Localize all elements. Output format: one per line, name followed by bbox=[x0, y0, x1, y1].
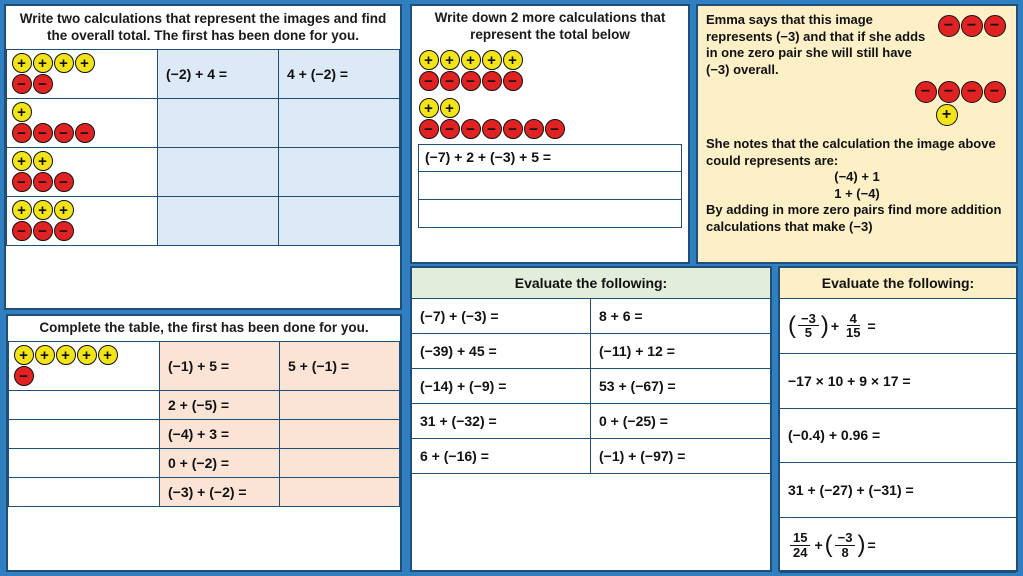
positive-counter-icon: + bbox=[33, 151, 53, 171]
counter-group bbox=[11, 200, 153, 242]
positive-counter-icon: + bbox=[936, 104, 958, 126]
negative-counter-icon: − bbox=[54, 172, 74, 192]
counter-image-cell bbox=[9, 341, 160, 390]
calculation-input-box[interactable] bbox=[418, 200, 682, 228]
counter-row bbox=[11, 53, 153, 74]
negative-counter-icon: − bbox=[14, 366, 34, 386]
math-text: = bbox=[867, 317, 876, 334]
table-row bbox=[9, 448, 400, 477]
panel3-counter-diagram bbox=[412, 48, 688, 144]
negative-counter-icon: − bbox=[482, 119, 502, 139]
table-row bbox=[9, 390, 400, 419]
equation-cell-left[interactable]: (−4) + 3 = bbox=[160, 419, 280, 448]
counter-image-cell bbox=[7, 196, 158, 245]
counter-row bbox=[418, 98, 682, 119]
positive-counter-icon: + bbox=[440, 50, 460, 70]
parenthesis: ) bbox=[820, 312, 829, 340]
counter-image-cell bbox=[9, 448, 160, 477]
question-cell[interactable]: 6 + (−16) = bbox=[412, 439, 591, 474]
table-row bbox=[7, 98, 400, 147]
equation-cell-right[interactable] bbox=[280, 419, 400, 448]
negative-counter-icon: − bbox=[33, 172, 53, 192]
counter-image-cell bbox=[7, 98, 158, 147]
equation-cell-left[interactable] bbox=[158, 147, 279, 196]
positive-counter-icon: + bbox=[33, 53, 53, 73]
negative-counter-icon: − bbox=[938, 81, 960, 103]
negative-counter-icon: − bbox=[440, 71, 460, 91]
negative-counter-icon: − bbox=[33, 221, 53, 241]
question-cell[interactable]: 31 + (−32) = bbox=[412, 404, 591, 439]
negative-counter-icon: − bbox=[461, 71, 481, 91]
question-cell[interactable]: (−0.4) + 0.96 = bbox=[780, 409, 1016, 464]
negative-counter-icon: − bbox=[33, 123, 53, 143]
negative-counter-icon: − bbox=[461, 119, 481, 139]
counter-image-cell bbox=[7, 147, 158, 196]
negative-counter-icon: − bbox=[984, 81, 1006, 103]
equation-cell-left[interactable]: 0 + (−2) = bbox=[160, 448, 280, 477]
negative-counter-icon: − bbox=[54, 221, 74, 241]
negative-counter-icon: − bbox=[938, 15, 960, 37]
panel5-question-grid bbox=[412, 299, 770, 474]
counter-image-cell bbox=[7, 49, 158, 98]
counter-row bbox=[937, 14, 1006, 37]
panel1-table bbox=[6, 49, 400, 246]
panel-two-more-calculations bbox=[410, 4, 690, 264]
equation-cell-right[interactable] bbox=[279, 98, 400, 147]
panel4-top-counters bbox=[937, 6, 1016, 37]
counter-row bbox=[11, 123, 153, 144]
equation-cell-right[interactable]: 5 + (−1) = bbox=[280, 341, 400, 390]
negative-counter-icon: − bbox=[75, 123, 95, 143]
positive-counter-icon: + bbox=[14, 345, 34, 365]
positive-counter-icon: + bbox=[12, 53, 32, 73]
fraction-denominator: 15 bbox=[846, 325, 861, 341]
math-text: + bbox=[830, 317, 840, 334]
negative-counter-icon: − bbox=[984, 15, 1006, 37]
question-cell[interactable]: 8 + 6 = bbox=[591, 299, 770, 334]
table-row bbox=[7, 147, 400, 196]
question-cell[interactable]: 31 + (−27) + (−31) = bbox=[780, 463, 1016, 518]
negative-counter-icon: − bbox=[524, 119, 544, 139]
positive-counter-icon: + bbox=[54, 53, 74, 73]
panel1-title: Write two calculations that represent the images and find the overall total. The first has been done for you. bbox=[19, 11, 387, 43]
positive-counter-icon: + bbox=[12, 102, 32, 122]
table-row bbox=[9, 477, 400, 506]
panel-evaluate-fractions bbox=[778, 266, 1018, 572]
panel6-question-list bbox=[780, 299, 1016, 573]
table-row bbox=[9, 419, 400, 448]
negative-counter-icon: − bbox=[54, 123, 74, 143]
fraction-denominator: 8 bbox=[841, 544, 849, 560]
equation-cell-left[interactable] bbox=[158, 196, 279, 245]
positive-counter-icon: + bbox=[419, 50, 439, 70]
panel4-text-3: By adding in more zero pairs find more addition calculations that make (−3) bbox=[706, 202, 1002, 234]
equation-cell-left[interactable]: (−3) + (−2) = bbox=[160, 477, 280, 506]
panel-two-calculations bbox=[4, 4, 402, 310]
fraction-numerator: 4 bbox=[847, 312, 860, 327]
positive-counter-icon: + bbox=[33, 200, 53, 220]
counter-row bbox=[11, 200, 153, 221]
panel2-title: Complete the table, the first has been done for you. bbox=[39, 320, 369, 335]
panel2-table bbox=[8, 341, 400, 507]
fraction-numerator: −3 bbox=[835, 531, 856, 546]
negative-counter-icon: − bbox=[961, 81, 983, 103]
question-cell[interactable]: (−11) + 12 = bbox=[591, 334, 770, 369]
counter-row bbox=[13, 345, 155, 366]
panel3-answer-boxes bbox=[412, 144, 688, 228]
table-row bbox=[7, 196, 400, 245]
counter-row bbox=[13, 366, 155, 387]
calculation-input-box[interactable] bbox=[418, 172, 682, 200]
counter-group bbox=[11, 151, 153, 193]
equation-cell-right[interactable] bbox=[280, 448, 400, 477]
panel3-title: Write down 2 more calculations that represent the total below bbox=[434, 10, 666, 42]
fraction-numerator: −3 bbox=[798, 312, 819, 327]
counter-image-cell bbox=[9, 390, 160, 419]
counter-group bbox=[11, 102, 153, 144]
fraction bbox=[798, 312, 819, 340]
negative-counter-icon: − bbox=[12, 74, 32, 94]
negative-counter-icon: − bbox=[503, 71, 523, 91]
negative-counter-icon: − bbox=[482, 71, 502, 91]
counter-row bbox=[11, 221, 153, 242]
negative-counter-icon: − bbox=[12, 172, 32, 192]
question-cell[interactable]: −17 × 10 + 9 × 17 = bbox=[780, 354, 1016, 409]
equation-cell-left[interactable]: (−2) + 4 = bbox=[158, 49, 279, 98]
counter-row bbox=[935, 103, 958, 126]
panel4-text-1: Emma says that this image represents (−3) and that if she adds in one zero pair she will still have (−3) overall. bbox=[706, 12, 926, 77]
counter-group bbox=[418, 50, 682, 92]
counter-group bbox=[11, 53, 153, 95]
counter-row bbox=[914, 80, 1006, 103]
parenthesis: ) bbox=[857, 531, 866, 559]
question-cell[interactable]: (−39) + 45 = bbox=[412, 334, 591, 369]
negative-counter-icon: − bbox=[961, 15, 983, 37]
fraction-denominator: 5 bbox=[804, 325, 813, 341]
negative-counter-icon: − bbox=[440, 119, 460, 139]
table-row bbox=[7, 49, 400, 98]
negative-counter-icon: − bbox=[12, 123, 32, 143]
positive-counter-icon: + bbox=[12, 200, 32, 220]
positive-counter-icon: + bbox=[440, 98, 460, 118]
equation-cell-left[interactable]: 2 + (−5) = bbox=[160, 390, 280, 419]
equation-cell-right[interactable] bbox=[279, 196, 400, 245]
fraction-numerator: 15 bbox=[790, 531, 810, 546]
math-text: + bbox=[814, 537, 823, 554]
question-cell[interactable]: (−14) + (−9) = bbox=[412, 369, 591, 404]
counter-image-cell bbox=[9, 419, 160, 448]
negative-counter-icon: − bbox=[12, 221, 32, 241]
question-cell[interactable]: 0 + (−25) = bbox=[591, 404, 770, 439]
panel4-calc-1: (−4) + 1 bbox=[834, 169, 880, 184]
fraction bbox=[843, 312, 863, 340]
positive-counter-icon: + bbox=[98, 345, 118, 365]
positive-counter-icon: + bbox=[35, 345, 55, 365]
parenthesis: ( bbox=[788, 312, 796, 340]
positive-counter-icon: + bbox=[419, 98, 439, 118]
fraction-denominator: 24 bbox=[793, 544, 808, 560]
panel-emma-zero-pairs bbox=[696, 4, 1018, 264]
question-cell[interactable]: 53 + (−67) = bbox=[591, 369, 770, 404]
math-text: = bbox=[867, 537, 876, 554]
counter-row bbox=[11, 172, 153, 193]
positive-counter-icon: + bbox=[482, 50, 502, 70]
negative-counter-icon: − bbox=[503, 119, 523, 139]
counter-row bbox=[418, 50, 682, 71]
positive-counter-icon: + bbox=[75, 53, 95, 73]
panel5-header: Evaluate the following: bbox=[412, 268, 770, 299]
question-cell[interactable] bbox=[780, 299, 1016, 354]
panel-complete-table bbox=[6, 314, 402, 572]
positive-counter-icon: + bbox=[77, 345, 97, 365]
negative-counter-icon: − bbox=[545, 119, 565, 139]
negative-counter-icon: − bbox=[419, 119, 439, 139]
parenthesis: ( bbox=[824, 531, 833, 559]
positive-counter-icon: + bbox=[12, 151, 32, 171]
counter-image-cell bbox=[9, 477, 160, 506]
equation-cell-right[interactable]: 4 + (−2) = bbox=[279, 49, 400, 98]
table-row bbox=[9, 341, 400, 390]
equation-cell-left[interactable] bbox=[158, 98, 279, 147]
counter-row bbox=[11, 151, 153, 172]
counter-group bbox=[418, 98, 682, 140]
negative-counter-icon: − bbox=[33, 74, 53, 94]
question-cell[interactable] bbox=[780, 518, 1016, 573]
equation-cell-right[interactable] bbox=[279, 147, 400, 196]
calculation-input-box[interactable]: (−7) + 2 + (−3) + 5 = bbox=[418, 144, 682, 172]
counter-row bbox=[11, 102, 153, 123]
fraction bbox=[835, 531, 856, 559]
negative-counter-icon: − bbox=[915, 81, 937, 103]
panel4-text-2: She notes that the calculation the image above could represents are: bbox=[706, 136, 996, 168]
panel4-calc-2: 1 + (−4) bbox=[834, 185, 880, 201]
positive-counter-icon: + bbox=[503, 50, 523, 70]
question-cell[interactable]: (−7) + (−3) = bbox=[412, 299, 591, 334]
panel6-header: Evaluate the following: bbox=[780, 268, 1016, 299]
negative-counter-icon: − bbox=[419, 71, 439, 91]
counter-row bbox=[418, 119, 682, 140]
equation-cell-right[interactable] bbox=[280, 477, 400, 506]
equation-cell-left[interactable]: (−1) + 5 = bbox=[160, 341, 280, 390]
panel4-zero-pair-counters bbox=[698, 78, 1016, 126]
question-cell[interactable]: (−1) + (−97) = bbox=[591, 439, 770, 474]
positive-counter-icon: + bbox=[56, 345, 76, 365]
counter-group bbox=[13, 345, 155, 387]
equation-cell-right[interactable] bbox=[280, 390, 400, 419]
panel-evaluate-integers bbox=[410, 266, 772, 572]
fraction bbox=[790, 531, 810, 559]
counter-row bbox=[11, 74, 153, 95]
counter-row bbox=[418, 71, 682, 92]
positive-counter-icon: + bbox=[54, 200, 74, 220]
positive-counter-icon: + bbox=[461, 50, 481, 70]
